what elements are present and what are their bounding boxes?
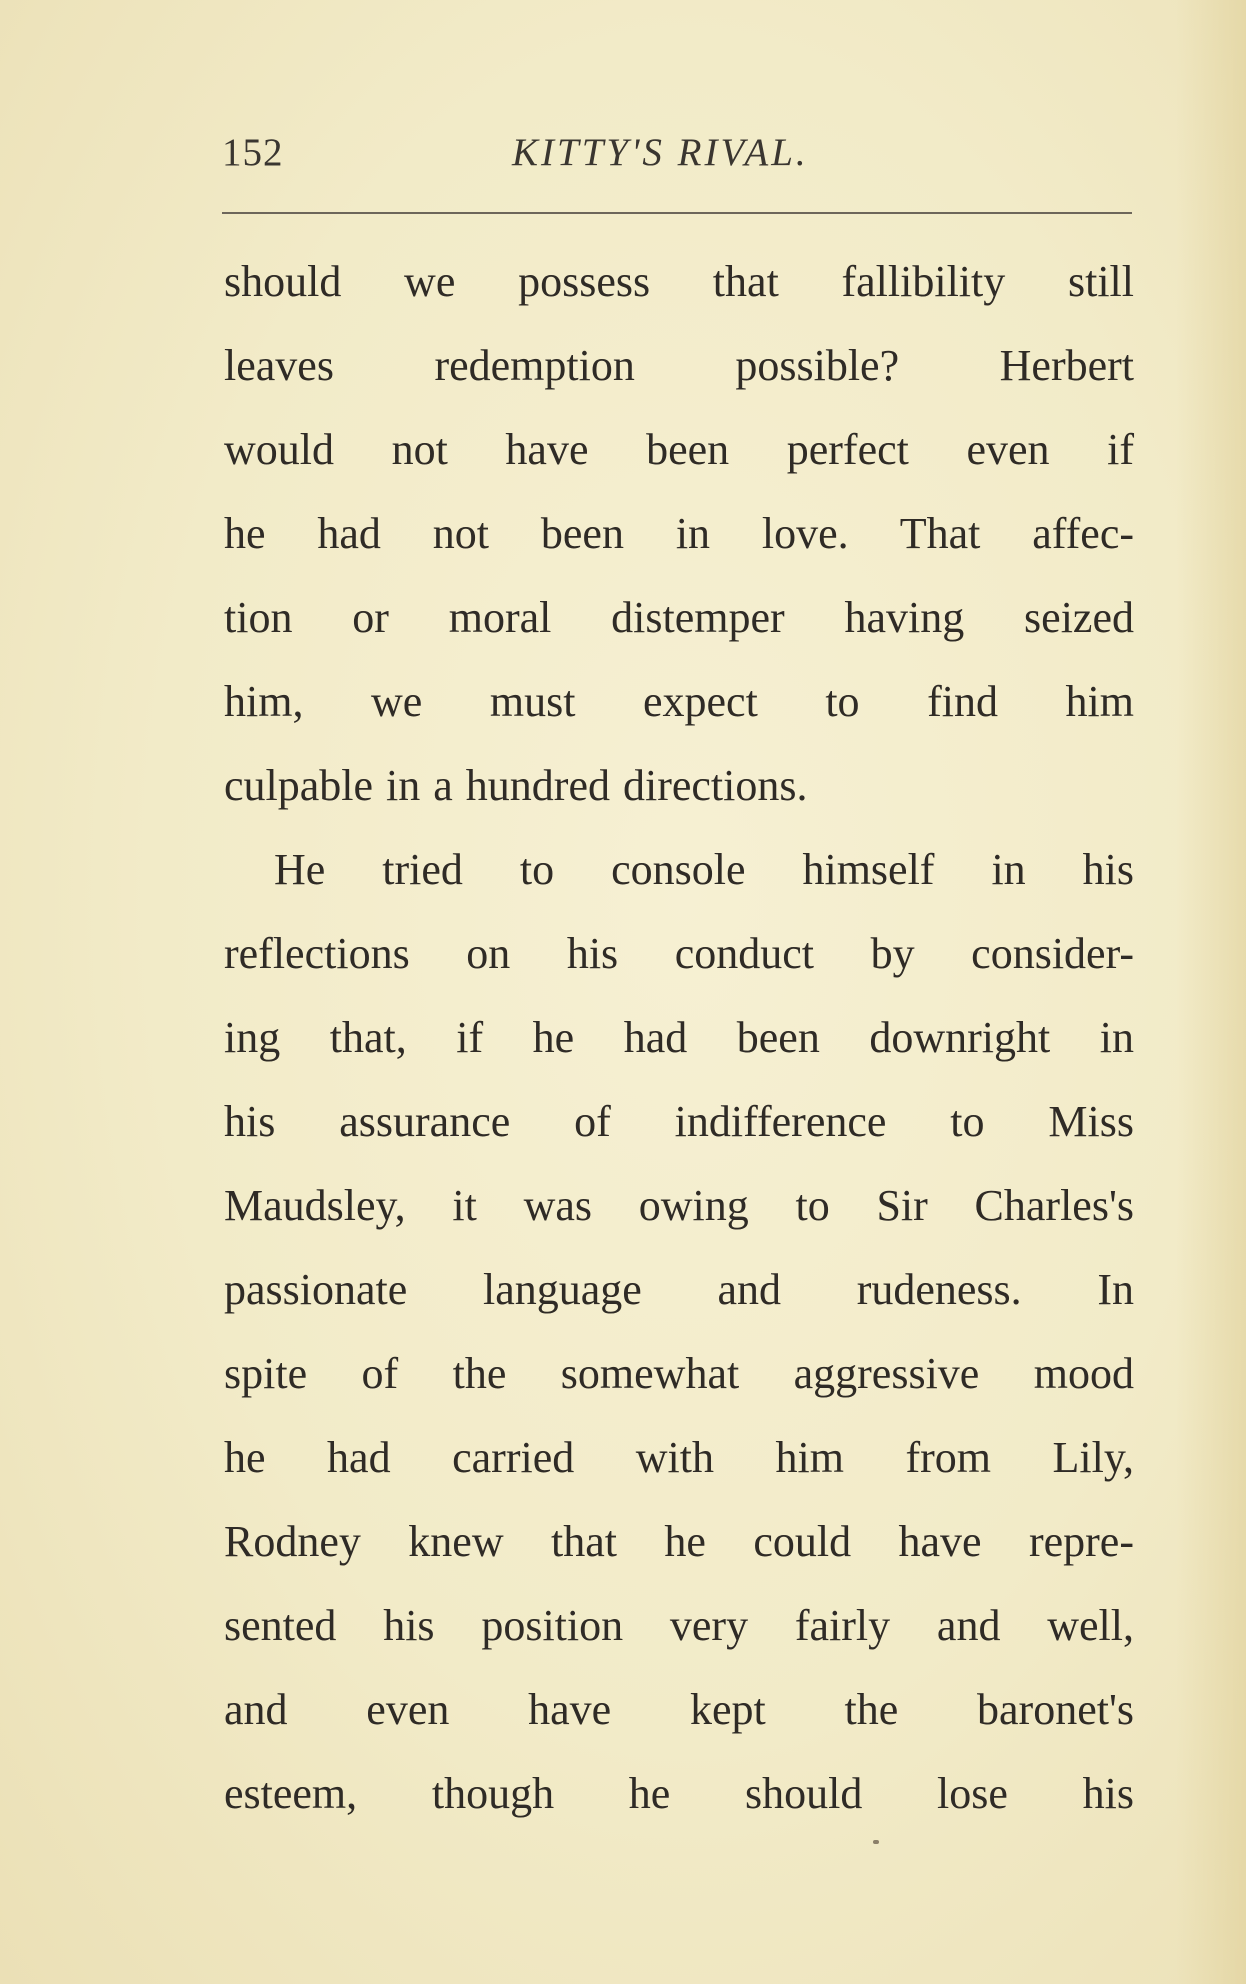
text-line: he had carried with him from Lily, <box>224 1433 1134 1482</box>
header-rule <box>222 212 1132 214</box>
text-line: Rodney knew that he could have repre- <box>224 1517 1134 1566</box>
page-number: 152 <box>222 131 284 174</box>
text-line: should we possess that fallibility still <box>224 257 1134 306</box>
text-line: and even have kept the baronet's <box>224 1685 1134 1734</box>
text-line: sented his position very fairly and well, <box>224 1601 1134 1650</box>
text-line: passionate language and rudeness. In <box>224 1265 1134 1314</box>
running-title: KITTY'S RIVAL. <box>512 131 809 174</box>
text-line: He tried to console himself in his <box>274 845 1134 894</box>
text-line: he had not been in love. That affec- <box>224 509 1134 558</box>
text-line: spite of the somewhat aggressive mood <box>224 1349 1134 1398</box>
text-line: his assurance of indifference to Miss <box>224 1097 1134 1146</box>
text-line: would not have been perfect even if <box>224 425 1134 474</box>
text-line: leaves redemption possible? Herbert <box>224 341 1134 390</box>
body-text <box>224 240 1134 1836</box>
text-line: him, we must expect to find him <box>224 677 1134 726</box>
text-line: ing that, if he had been downright in <box>224 1013 1134 1062</box>
text-line: reflections on his conduct by consider- <box>224 929 1134 978</box>
text-line: Maudsley, it was owing to Sir Charles's <box>224 1181 1134 1230</box>
page-edge-shading <box>1176 0 1246 1984</box>
running-header <box>222 130 1132 180</box>
text-line: esteem, though he should lose his <box>224 1769 1134 1818</box>
text-line: tion or moral distemper having seized <box>224 593 1134 642</box>
ink-speck <box>873 1840 879 1844</box>
text-line: culpable in a hundred directions. <box>224 761 808 810</box>
